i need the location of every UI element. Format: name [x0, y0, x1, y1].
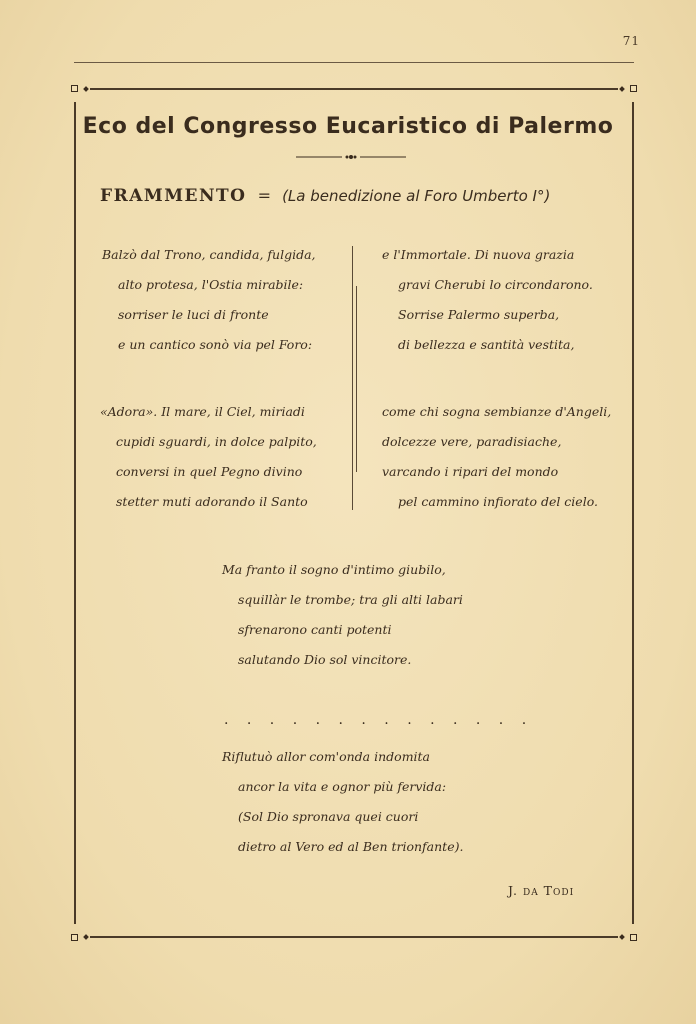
stanza-2	[382, 240, 593, 360]
verse-line: pel cammino infiorato del cielo.	[398, 494, 598, 509]
frame-dot-ornament	[619, 934, 625, 940]
verse-line: ancor la vita e ognor più fervida:	[238, 779, 447, 794]
verse-line: dietro al Vero ed al Ben trionfante).	[238, 839, 464, 854]
title-divider-ornament	[296, 153, 406, 161]
verse-line: Balzò dal Trono, candida, fulgida,	[102, 247, 316, 262]
frame-dot-ornament	[619, 86, 625, 92]
frame-corner-ornament	[630, 934, 637, 941]
poem-heading-title: FRAMMENTO	[100, 186, 247, 206]
verse-line: varcando i ripari del mondo	[382, 464, 559, 479]
stanza-6	[222, 742, 463, 862]
verse-line: dolcezze vere, paradisiache,	[382, 434, 562, 449]
verse-line: (Sol Dio spronava quei cuori	[238, 809, 419, 824]
frame-dot-ornament	[83, 934, 89, 940]
frame-left-line	[74, 102, 76, 924]
verse-line: e l'Immortale. Di nuova grazia	[382, 247, 575, 262]
poem-heading-dash: =	[257, 186, 271, 205]
verse-line: Riflutuò allor com'onda indomita	[222, 749, 431, 764]
frame-right-line	[632, 102, 634, 924]
frame-corner-ornament	[630, 85, 637, 92]
verse-line: Sorrise Palermo superba,	[398, 307, 560, 322]
stanza-3	[100, 397, 317, 517]
verse-line: sorriser le luci di fronte	[118, 307, 269, 322]
ellipsis-separator: . . . . . . . . . . . . . .	[224, 712, 534, 728]
verse-line: gravi Cherubi lo circondarono.	[398, 277, 593, 292]
stanza-5	[222, 555, 463, 675]
poem-heading	[100, 186, 620, 206]
frame-corner-ornament	[71, 934, 78, 941]
page-number: 71	[622, 34, 640, 48]
verse-line: e un cantico sonò via pel Foro:	[118, 337, 313, 352]
verse-line: sfrenarono canti potenti	[238, 622, 392, 637]
column-divider	[352, 246, 353, 510]
verse-line: alto protesa, l'Ostia mirabile:	[118, 277, 304, 292]
verse-line: squillàr le trombe; tra gli alti labari	[238, 592, 463, 607]
frame-top-line	[90, 88, 618, 90]
column-divider	[356, 286, 357, 472]
stanza-4	[382, 397, 611, 517]
verse-line: cupidi sguardi, in dolce palpito,	[116, 434, 317, 449]
verse-line: stetter muti adorando il Santo	[116, 494, 308, 509]
verse-line: «Adora». Il mare, il Ciel, miriadi	[100, 404, 305, 419]
frame-bottom-line	[90, 936, 618, 938]
author-signature: J. da Todi	[508, 883, 575, 898]
poem-heading-dedication: (La benedizione al Foro Umberto I°)	[282, 187, 551, 205]
frame-corner-ornament	[71, 85, 78, 92]
page-title: Eco del Congresso Eucaristico di Palermo	[82, 114, 614, 139]
verse-line: salutando Dio sol vincitore.	[238, 652, 412, 667]
frame-dot-ornament	[83, 86, 89, 92]
top-rule	[74, 62, 634, 63]
verse-line: Ma franto il sogno d'intimo giubilo,	[222, 562, 446, 577]
verse-line: conversi in quel Pegno divino	[116, 464, 303, 479]
verse-line: come chi sogna sembianze d'Angeli,	[382, 404, 612, 419]
verse-line: di bellezza e santità vestita,	[398, 337, 575, 352]
stanza-1	[102, 240, 316, 360]
